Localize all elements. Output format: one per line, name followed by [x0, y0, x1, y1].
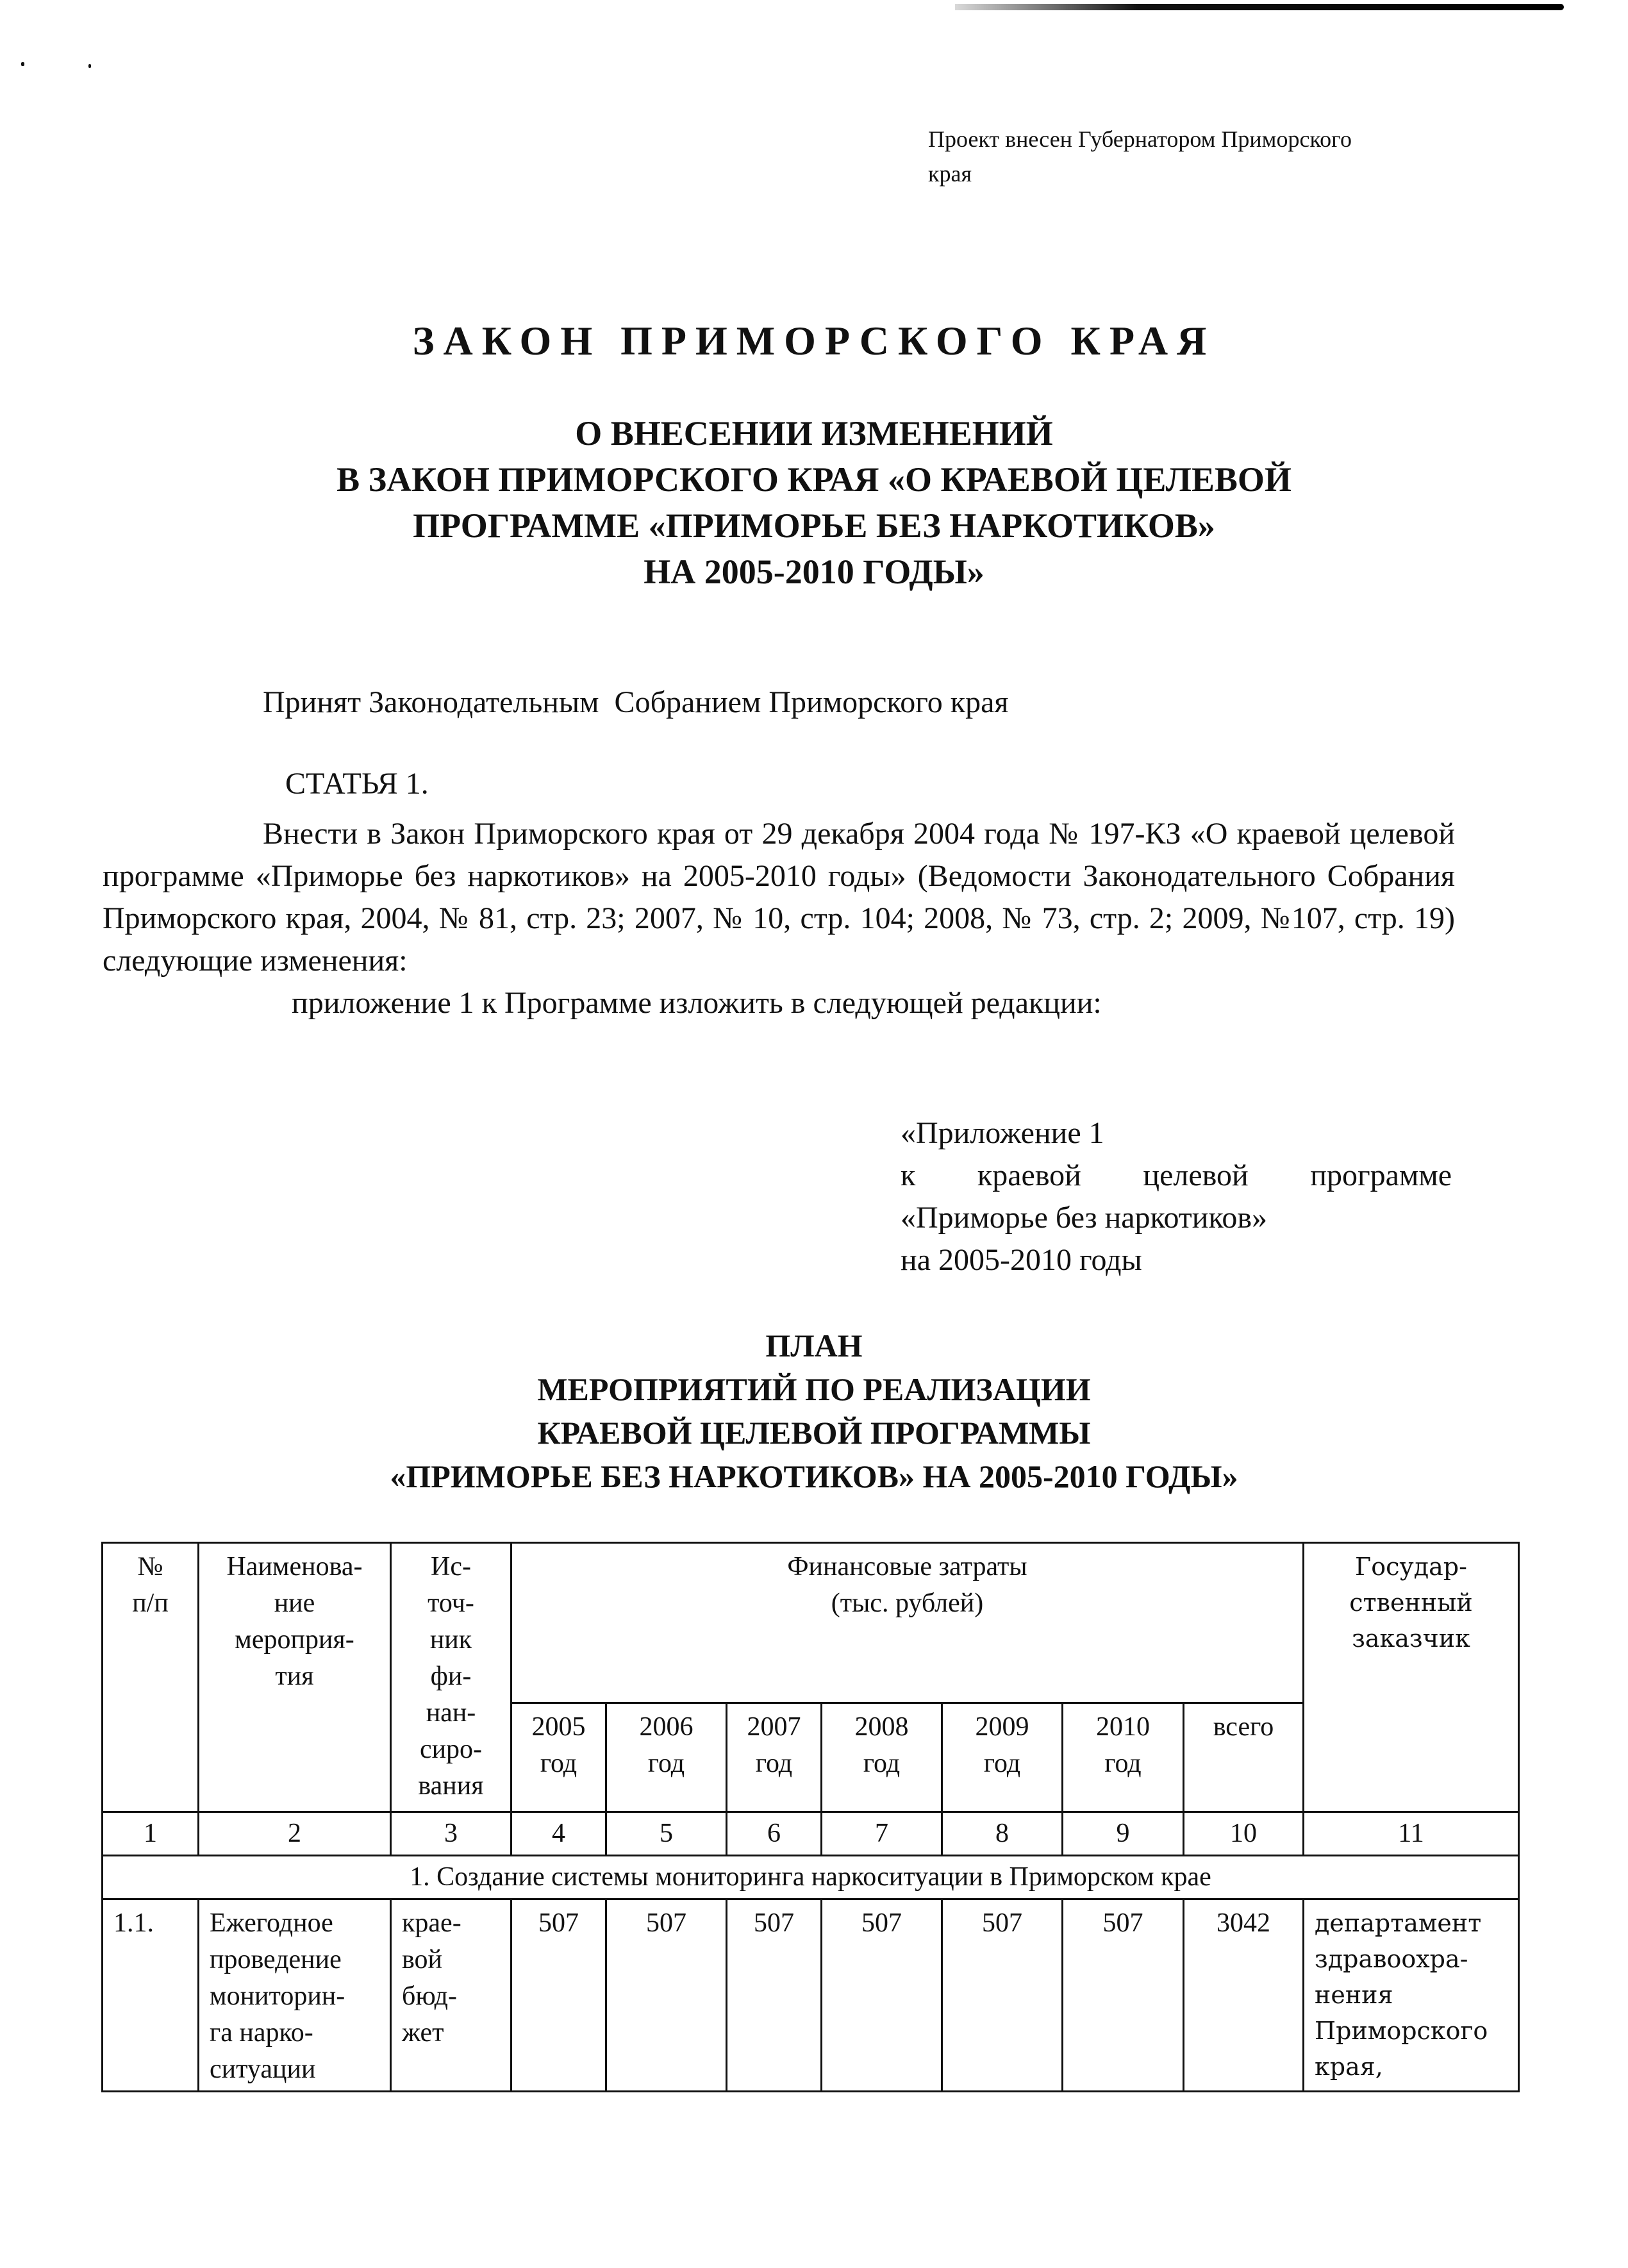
table-header-row [103, 1543, 1519, 1703]
column-number: 6 [727, 1812, 822, 1856]
row-total: 3042 [1184, 1899, 1304, 2092]
row-number: 1.1. [103, 1899, 199, 2092]
column-number: 1 [103, 1812, 199, 1856]
header-text: Ис- [431, 1552, 471, 1581]
submission-note-line: Проект внесен Губернатором Приморского [928, 126, 1352, 152]
header-year [511, 1703, 606, 1812]
header-text: 2009 [975, 1712, 1029, 1742]
header-text: (тыс. рублей) [831, 1588, 984, 1618]
header-text: всего [1213, 1712, 1274, 1742]
table-row [103, 1899, 1519, 2092]
cell-text: мониторин- [210, 1981, 345, 2011]
column-number-row [103, 1812, 1519, 1856]
header-text: 2010 [1096, 1712, 1150, 1742]
column-number: 4 [511, 1812, 606, 1856]
header-text: ник [429, 1625, 472, 1655]
header-text: Наименова- [226, 1552, 363, 1581]
header-text: заказчик [1352, 1624, 1470, 1653]
cell-text: края, [1315, 2053, 1383, 2081]
adoption-statement: Принят Законодательным Собранием Приморского края [263, 685, 1009, 719]
plan-title-line: ПЛАН [765, 1328, 863, 1363]
subtitle-line: ПРОГРАММЕ «ПРИМОРЬЕ БЕЗ НАРКОТИКОВ» [413, 506, 1215, 545]
law-subtitle [0, 410, 1628, 595]
row-value-2006: 507 [606, 1899, 727, 2092]
cell-text: крае- [402, 1908, 461, 1938]
header-text: нан- [426, 1698, 476, 1728]
header-text: 2006 [639, 1712, 694, 1742]
article-body [103, 813, 1455, 1024]
section-row [103, 1856, 1519, 1899]
submission-note-line: края [928, 161, 972, 187]
plan-title-line: МЕРОПРИЯТИЙ ПО РЕАЛИЗАЦИИ [537, 1371, 1091, 1407]
plan-title-line: «ПРИМОРЬЕ БЕЗ НАРКОТИКОВ» НА 2005-2010 ГОДЫ» [390, 1458, 1238, 1494]
cell-text: проведение [210, 1945, 342, 1974]
plan-title-line: КРАЕВОЙ ЦЕЛЕВОЙ ПРОГРАММЫ [537, 1415, 1091, 1451]
annex-line: на 2005-2010 годы [901, 1243, 1142, 1277]
header-text: год [647, 1749, 685, 1778]
cell-text: здравоохра- [1315, 1945, 1468, 1973]
header-text: фи- [430, 1662, 472, 1691]
row-value-2009: 507 [942, 1899, 1063, 2092]
cell-text: Ежегодное [210, 1908, 333, 1938]
law-title: ЗАКОН ПРИМОРСКОГО КРАЯ [412, 318, 1216, 363]
column-number: 11 [1304, 1812, 1519, 1856]
cell-text: ситуации [210, 2055, 316, 2084]
article-heading: СТАТЬЯ 1. [285, 767, 429, 801]
row-value-2010: 507 [1063, 1899, 1184, 2092]
article-instruction: приложение 1 к Программе изложить в следующей редакции: [292, 986, 1102, 1020]
cell-text: Приморского [1315, 2017, 1488, 2045]
header-text: год [863, 1749, 901, 1778]
header-text: Финансовые затраты [787, 1552, 1027, 1581]
row-customer [1304, 1899, 1519, 2092]
plan-table [101, 1542, 1520, 2092]
header-text: год [540, 1749, 577, 1778]
header-year [727, 1703, 822, 1812]
header-number [103, 1543, 199, 1812]
column-number: 5 [606, 1812, 727, 1856]
header-text: п/п [132, 1588, 169, 1618]
column-number: 10 [1184, 1812, 1304, 1856]
header-text: год [755, 1749, 793, 1778]
cell-text: нения [1315, 1981, 1393, 2009]
header-text: № [137, 1552, 163, 1581]
cell-text: га нарко- [210, 2018, 313, 2047]
annex-line: «Приморье без наркотиков» [901, 1201, 1268, 1235]
submission-note [928, 122, 1415, 191]
header-text: 2007 [747, 1712, 801, 1742]
header-text: ние [274, 1588, 315, 1618]
header-text: мероприя- [235, 1625, 354, 1655]
column-number: 7 [822, 1812, 942, 1856]
annex-line: к краевой целевой программе [901, 1158, 1452, 1192]
section-title: 1. Создание системы мониторинга наркоситуации в Приморском крае [103, 1856, 1519, 1899]
row-value-2005: 507 [511, 1899, 606, 2092]
row-value-2007: 507 [727, 1899, 822, 2092]
cell-text: департамент [1315, 1909, 1482, 1937]
header-source [391, 1543, 511, 1812]
column-number: 9 [1063, 1812, 1184, 1856]
row-name [199, 1899, 391, 2092]
cell-text: бюд- [402, 1981, 457, 2011]
header-costs [511, 1543, 1304, 1703]
column-number: 2 [199, 1812, 391, 1856]
subtitle-line: О ВНЕСЕНИИ ИЗМЕНЕНИЙ [575, 414, 1053, 453]
column-number: 8 [942, 1812, 1063, 1856]
cell-text: жет [402, 2018, 444, 2047]
header-text: год [983, 1749, 1021, 1778]
scan-artifact-bar [955, 4, 1564, 10]
header-year [606, 1703, 727, 1812]
header-year [822, 1703, 942, 1812]
header-customer [1304, 1543, 1519, 1812]
scan-speck [21, 62, 24, 66]
subtitle-line: В ЗАКОН ПРИМОРСКОГО КРАЯ «О КРАЕВОЙ ЦЕЛЕВОЙ [336, 460, 1292, 499]
row-source [391, 1899, 511, 2092]
scan-speck [88, 64, 91, 68]
header-text: 2005 [531, 1712, 586, 1742]
cell-text: вой [402, 1945, 443, 1974]
header-year [1063, 1703, 1184, 1812]
plan-title [0, 1324, 1628, 1498]
header-text: сиро- [419, 1735, 483, 1764]
header-text: вания [418, 1771, 484, 1801]
header-text: год [1104, 1749, 1142, 1778]
header-text: Государ- [1355, 1553, 1467, 1581]
header-text: ственный [1349, 1588, 1473, 1617]
subtitle-line: НА 2005-2010 ГОДЫ» [644, 553, 984, 591]
header-text: точ- [428, 1588, 474, 1618]
column-number: 3 [391, 1812, 511, 1856]
header-total [1184, 1703, 1304, 1812]
article-paragraph: Внести в Закон Приморского края от 29 декабря 2004 года № 197-КЗ «О краевой целевой программе «Приморье без наркотиков» на 2005-2010 годы» (Ведомости Законодательного Собрания Приморского края, 2004, № 81, стр. 23; 2007, № 10, стр. 104; 2008, № 73, стр. 2; 2009, №107, стр. 19) следующие изменения: [103, 817, 1455, 978]
header-text: тия [275, 1662, 314, 1691]
header-year [942, 1703, 1063, 1812]
annex-line: «Приложение 1 [901, 1116, 1104, 1150]
annex-reference [901, 1112, 1477, 1281]
header-text: 2008 [854, 1712, 909, 1742]
header-name [199, 1543, 391, 1812]
row-value-2008: 507 [822, 1899, 942, 2092]
